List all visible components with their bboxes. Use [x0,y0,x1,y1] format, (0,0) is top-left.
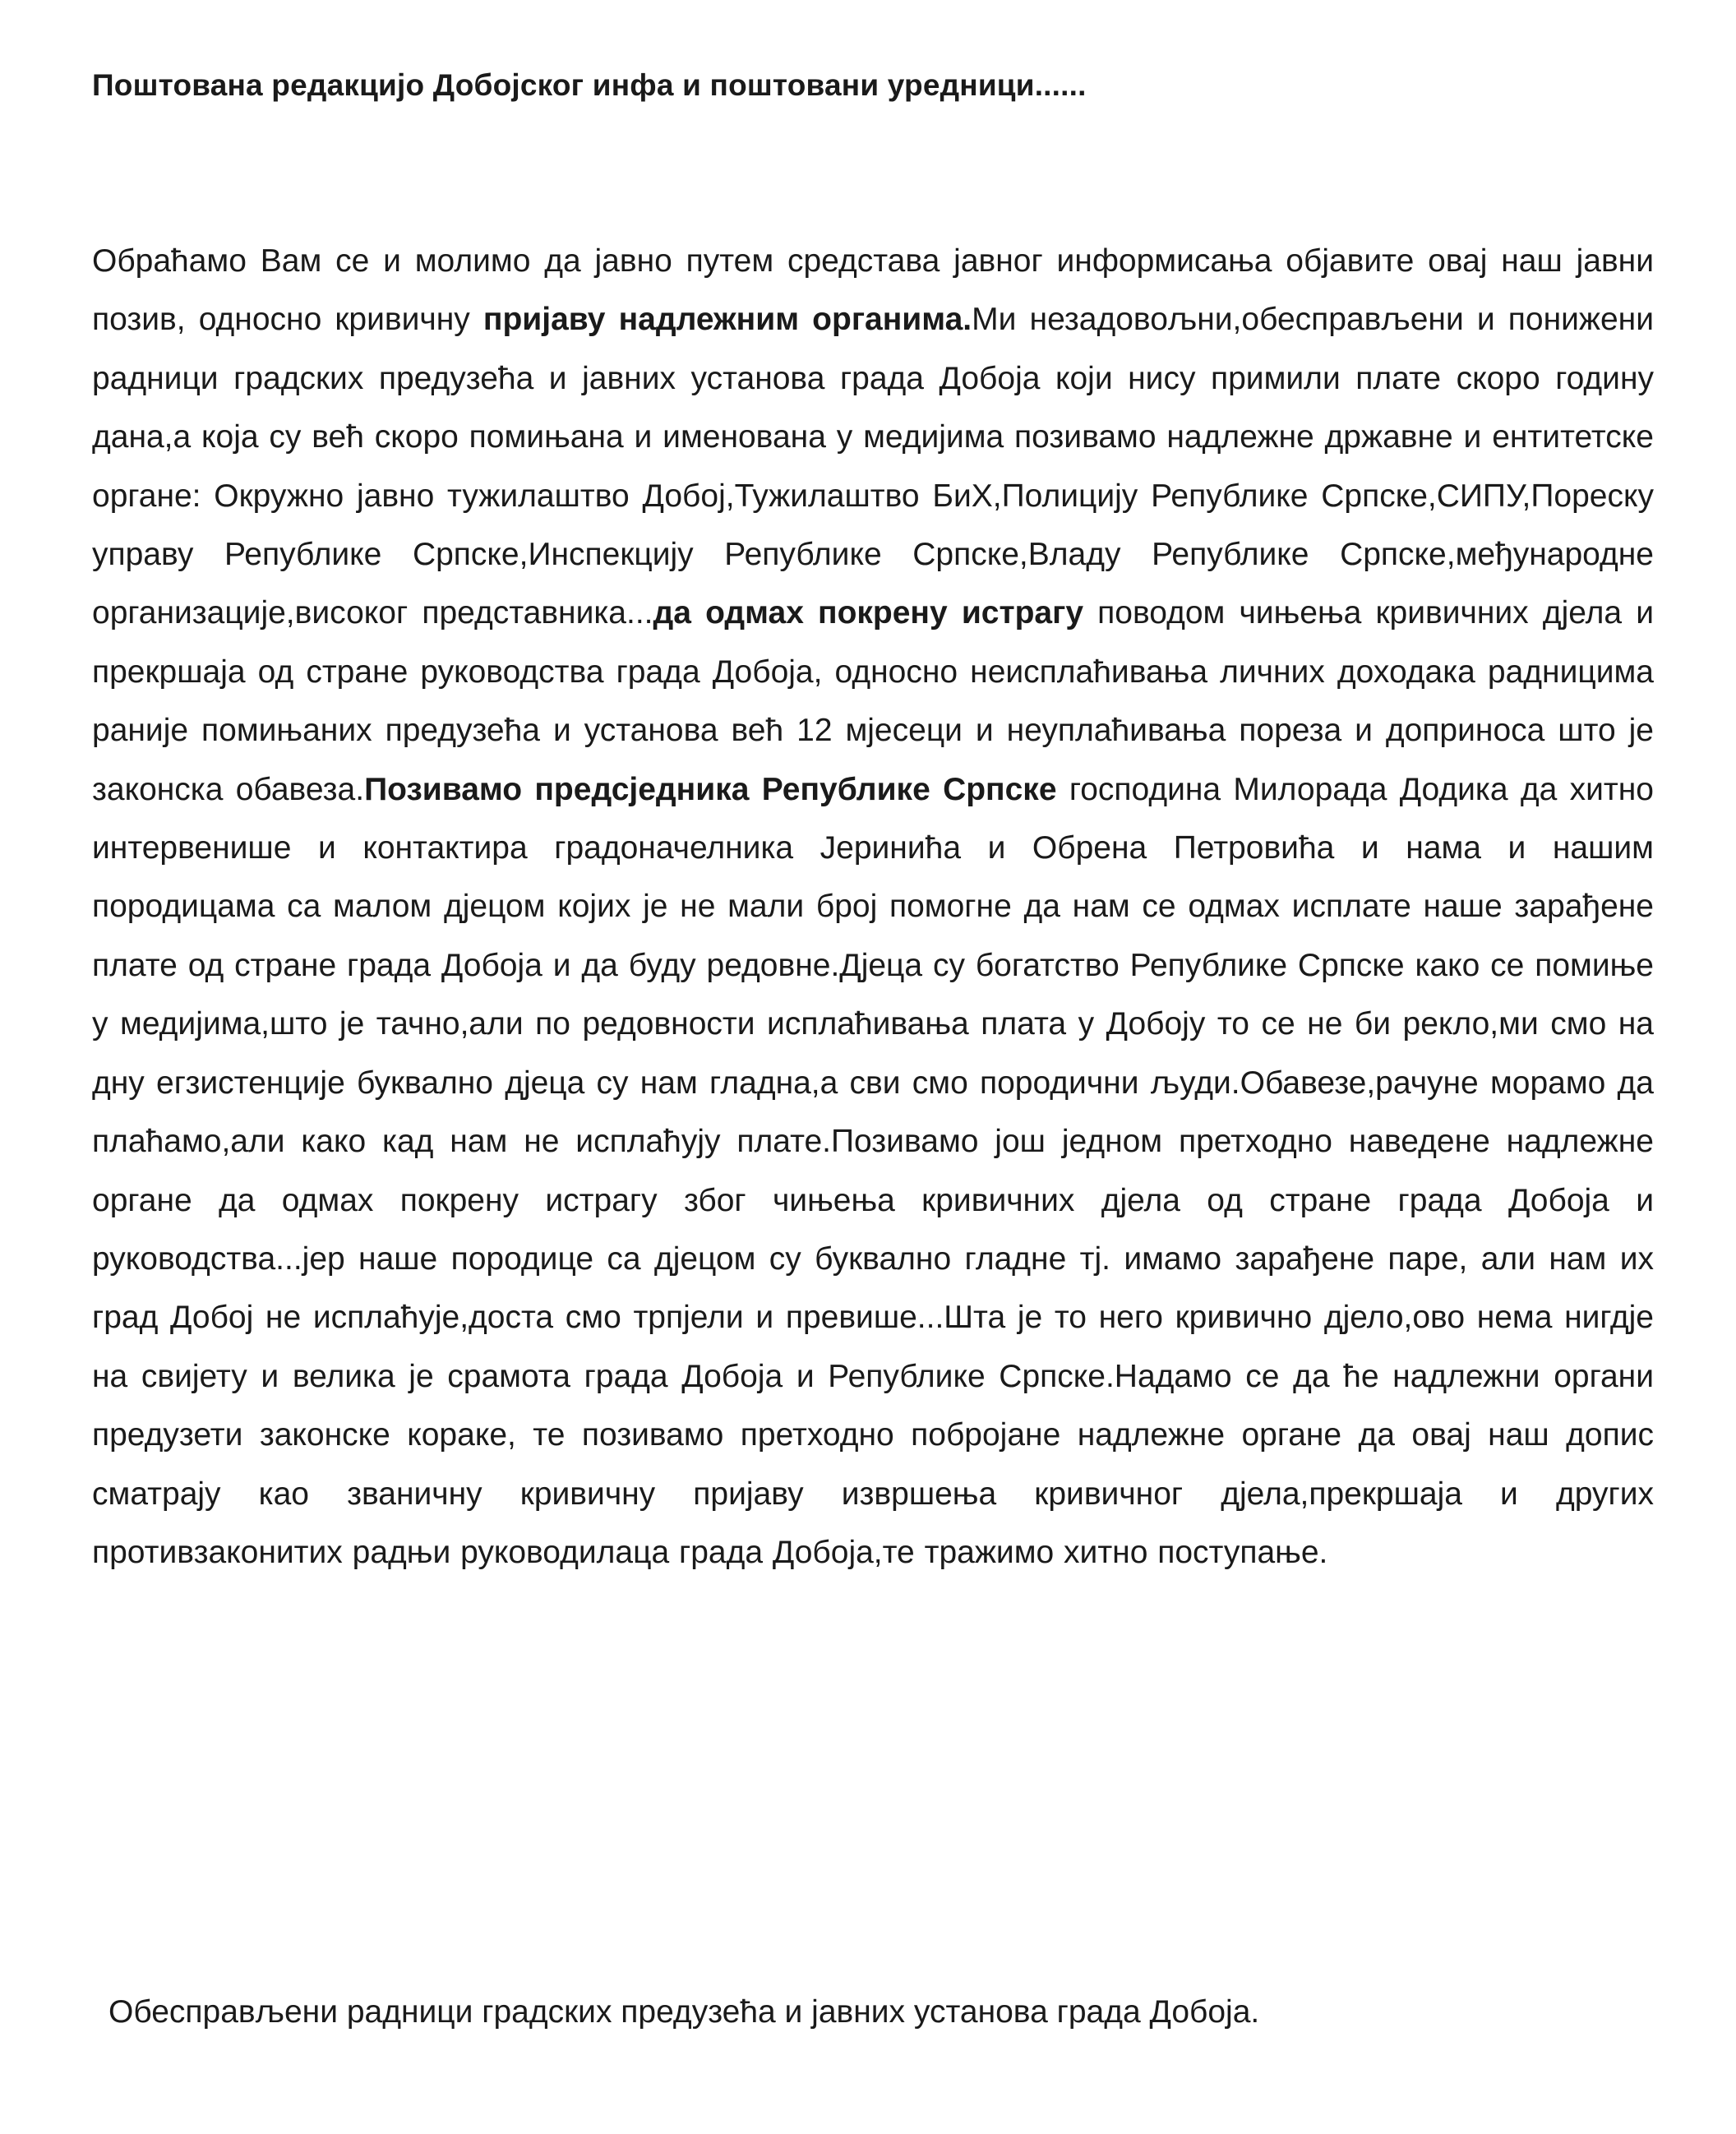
body-emphasis: да одмах покрену истрагу [653,595,1084,631]
letter-salutation: Поштована редакцијо Добојског инфа и поштовани уредници...... [92,68,1087,102]
body-segment: Ми незадовољни,обесправљени и понижени радници градских предузећа и јавних установа града Добоја који нису примили плате скоро годину дана,а која су већ скоро помињана и именована у медијима позивамо надлежне државне и ентитетске органе: Окружно јавно тужилаштво Добој,Тужилаштво БиХ,Полицију Републике Српске,СИПУ,Пореску управу Републике Српске,Инспекцију Републике Српске,Владу Републике Српске,међународне организације,високог представника... [92,302,1654,631]
body-segment: Обраћамо Вам се и молимо да јавно путем средстава јавног информисања објавите овај наш јавни позив, односно кривичну [92,243,1654,338]
body-segment: поводом чињења кривичних дјела и прекршаја од стране руководства града Добоја, односно неисплаћивања личних доходака радницима раније помињаних предузећа и установа већ 12 мјесеци и неуплаћивања пореза и доприноса што је законска обавеза. [92,595,1654,807]
body-segment: господина Милорада Додика да хитно интервенише и контактира градоначелника Јеринића и Обрена Петровића и нама и нашим породицама са малом дјецом којих је не мали број помогне да нам се одмах исплате наше зарађене плате од стране града Добоја и да буду редовне.Дјеца су богатство Републике Српске како се помиње у медијима,што је тачно,али по редовности исплаћивања плата у Добоју то се не би рекло,ми смо на дну егзистенције буквално дјеца су нам гладна,а сви смо породични људи.Обавезе,рачуне морамо да плаћамо,али како кад нам не исплаћују плате.Позивамо још једном претходно наведене надлежне органе да одмах покрену истрагу због чињења кривичних дјела од стране града Добоја и руководства...јер наше породице са дјецом су буквално гладне тј. имамо зарађене паре, али нам их град Добој не исплаћује,доста смо трпјели и превише...Шта је то него кривично дјело,ово нема нигдје на свијету и велика је срамота града Добоја и Републике Српске.Надамо се да ће надлежни органи предузети законске кораке, те позивамо претходно побројане надлежне органе да овај наш допис сматрају као званичну кривичну пријаву извршења кривичног дјела,прекршаја и других противзаконитих радњи руководилаца града Добоја,те тражимо хитно поступање. [92,771,1654,1570]
body-emphasis: пријаву надлежним органима. [482,302,972,338]
letter-signature: Обесправљени радници градских предузећа и јавних установа града Добоја. [108,1994,1260,2030]
body-emphasis: Позивамо предсједника Републике Српске [364,771,1057,807]
letter-body [92,232,1654,1582]
